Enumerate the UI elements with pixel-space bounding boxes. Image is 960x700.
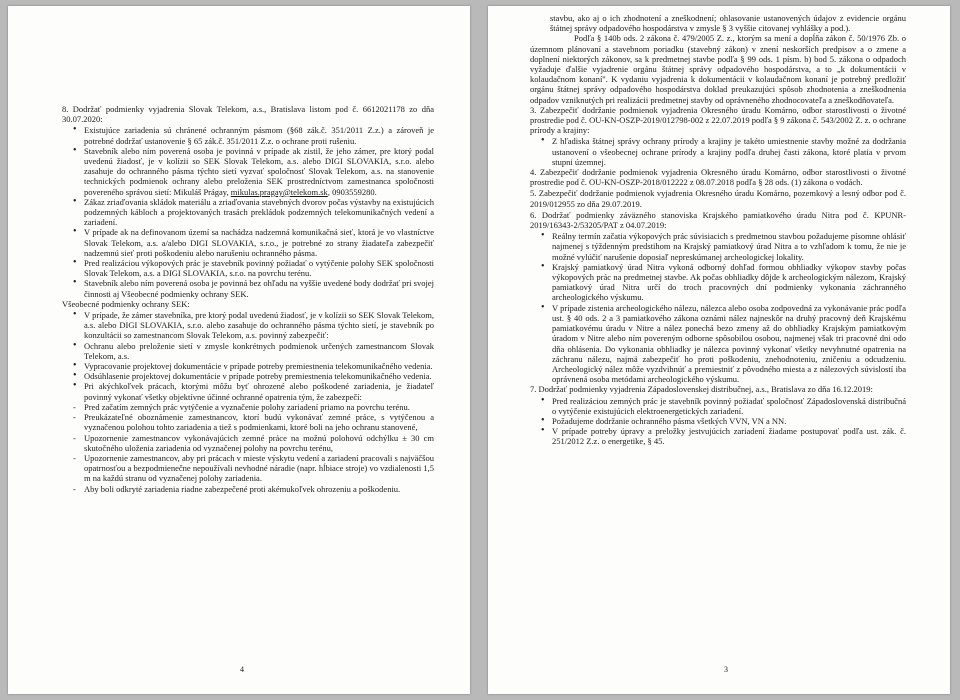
item-6: 6. Dodržať podmienky záväzného stanoviska Krajského pamiatkového úradu Nitra pod č. KPUNR-2019/16343-2/53205/PAT z 04.07.2019: bbox=[530, 209, 906, 231]
item-8-heading: 8. Dodržať podmienky vyjadrenia Slovak Telekom, a.s., Bratislava listom pod č. 6612021178 zo dňa 30.07.2020: bbox=[62, 104, 434, 125]
list-item: • Ochranu alebo preloženie sietí v zmysle konkrétnych podmienok určených zamestnancom Slovak Telekom, a.s. bbox=[84, 341, 434, 361]
list-item: • Pri akýchkoľvek prácach, ktorými môžu byť ohrozené alebo poškodené zariadenia, je žiadateľ povinný vykonať všetky objektívne účinné ochranné opatrenia tým, že zabezpečí: bbox=[84, 381, 434, 401]
general-conditions-heading: Všeobecné podmienky ochrany SEK: bbox=[62, 298, 190, 309]
item-4: 4. Zabezpečiť dodržanie podmienok vyjadrenia Okresného úradu Komárno, odbor starostlivosti o životné prostredie pod č. OU-KN-OSZP-2018/012222 z 08.07.2018 podľa § 28 ods. (1) zákona o vodách. bbox=[530, 167, 906, 188]
list-item: • Krajský pamiatkový úrad Nitra vykoná odborný dohľad formou obhliadky výkopov stavby počas výkopových prác na predmetnej stavbe. Ak počas obhliadky dôjde k archeologickým nálezom, Krajský pamiatkový úrad Nitra určí do troch pracovných dní podmienky vykonania záchranného archeologického výskumu. bbox=[552, 262, 906, 303]
list-item: • Pred realizáciou zemných prác je stavebník povinný požiadať spoločnosť Západoslovenská distribučná o vytýčenie existujúcich elektroenergetických zariadení. bbox=[552, 396, 906, 416]
telekom-conditions-list bbox=[84, 125, 434, 298]
item-7-list bbox=[552, 396, 906, 447]
general-conditions-list bbox=[84, 310, 434, 402]
phone-text: , 0903559280. bbox=[327, 186, 377, 197]
item-7: 7. Dodržať podmienky vyjadrenia Západoslovenskej distribučnej, a.s., Bratislava zo dňa 16.12.2019: bbox=[530, 384, 873, 395]
list-item: • Zákaz zriaďovania skládok materiálu a zriaďovania stavebných dvorov počas výstavby na existujúcich podzemných kábloch a projektovaných trasách prekládok podzemných telekomunikačných vedení a zariadení. bbox=[84, 197, 434, 228]
list-item: • Pred realizáciou výkopových prác je stavebník povinný požiadať o vytýčenie polohy SEK spoločnosti Slovak Telekom, a.s. a DIGI SLOVAKIA, s.r.o. na povrchu terénu. bbox=[84, 258, 434, 278]
list-item: • Požadujeme dodržanie ochranného pásma všetkých VVN, VN a NN. bbox=[552, 416, 906, 426]
item-3: 3. Zabezpečiť dodržanie podmienok vyjadrenia Okresného úradu Komárno, odbor starostlivosti o životné prostredie pod č. OU-KN-OSZP-2019/012798-002 z 22.07.2019 podľa § 9 zákona č. 543/2002 Z. z. o ochrane prírody a krajiny: bbox=[530, 104, 906, 136]
list-item: • Existujúce zariadenia sú chránené ochranným pásmom (§68 zák.č. 351/2011 Z.z.) a zároveň je potrebné dodržať ustanovenie § 65 zák.č. 351/2011 Z.z. o ochrane proti rušeniu. bbox=[84, 125, 434, 145]
left-page bbox=[8, 6, 470, 694]
list-item bbox=[84, 146, 434, 197]
list-item: • Odsúhlasenie projektovej dokumentácie v prípade potreby premiestnenia telekomunikačného vedenia. bbox=[84, 371, 434, 381]
list-item: • V prípade, že zámer stavebníka, pre ktorý podal uvedenú žiadosť, je v kolízii so SEK Slovak Telekom, a.s. alebo DIGI SLOVAKIA, s.r.o. alebo zasahuje do ochranného pásma týchto sietí, je stavebník po konzultácii so zamestnancom Slovak Telekom, a.s. povinný zabezpečiť: bbox=[84, 310, 434, 341]
list-item: - Pred začatím zemných prác vytýčenie a vyznačenie polohy zariadení priamo na povrchu terénu. bbox=[84, 402, 434, 412]
list-item: • Vypracovanie projektovej dokumentácie v prípade potreby premiestnenia telekomunikačného vedenia. bbox=[84, 361, 434, 371]
list-item: - Preukázateľné oboznámenie zamestnancov, ktorí budú vykonávať zemné práce, s vytýčenou a vyznačenou polohou tohto zariadenia a tiež s podmienkami, ktoré boli na jeho ochranu stanovené, bbox=[84, 412, 434, 432]
contact-text: Stavebník alebo ním poverená osoba je povinná v prípade ak zistil, že jeho zámer, pre ktorý podal uvedenú žiadosť, je v kolízii so SEK Slovak Telekom, a.s. alebo DIGI SLOVAKIA, s.r.o. alebo zasahuje do ochranného pásma týchto sietí vyzvať spoločnosť Slovak Telekom, a.s. na stanovenie technických podmienok ochrany alebo preloženia SEK prostredníctvom zamestnanca spoločnosti povereného správou sietí: Mikuláš Prágay, bbox=[84, 145, 434, 197]
list-item: • V prípade zistenia archeologického nálezu, nálezca alebo osoba zodpovedná za vykonávanie prác podľa ust. § 40 ods. 2 a 3 pamiatkového zákona oznámi nález najneskôr na druhý pracovný deň Krajskému pamiatkovému úradu v Nitre a nález ponechá bezo zmeny až do obhliadky Krajským pamiatkovým úradom v Nitre alebo ním povereným odborne spôsobilou osobou, najmenej však tri pracovné dni odo dňa ohlásenia. Do vykonania obhliadky je nálezca povinný vykonať všetky nevyhnutné opatrenia na záchranu nálezu, najmä zabezpečiť ho proti poškodeniu, znehodnoteniu, zničeniu a odcudzeniu. Archeologický nález môže vyzdvihnúť a premiestniť z pôvodného miesta a z nálezových súvislostí iba oprávnená osoba metódami archeologického výskumu. bbox=[552, 303, 906, 385]
list-item: • V prípade ak na definovanom území sa nachádza nadzemná komunikačná sieť, ktorá je vo vlastníctve Slovak Telekom, a.s. a/alebo DIGI SLOVAKIA, s.r.o., je potrebné zo strany žiadateľa zabezpečiť nadzemnú sieť proti poškodeniu alebo narušeniu ochranného pásma. bbox=[84, 227, 434, 258]
page-number: 4 bbox=[240, 665, 244, 674]
protective-measures-list bbox=[84, 402, 434, 494]
list-item: • Reálny termín začatia výkopových prác súvisiacich s predmetnou stavbou požadujeme písomne ohlásiť najmenej s týždenným predstihom na Krajský pamiatkový úrad Nitra a to vzhľadom k tomu, že nie je možné vylúčiť narušenie doposiaľ nepreskúmanej archeologickej lokality. bbox=[552, 231, 906, 262]
paragraph: stavbu, ako aj o ich zhodnotení a zneškodnení; ohlasovanie ustanovených údajov z evidencie orgánu štátnej správy odpadového hospodárstva v zmysle § 3 vyššie citovanej vyhlášky a pod.). bbox=[550, 13, 906, 34]
right-page bbox=[488, 6, 950, 694]
list-item: - Aby boli odkryté zariadenia riadne zabezpečené proti akémukoľvek ohrozeniu a poškodeniu. bbox=[84, 484, 434, 494]
list-item: • Z hľadiska štátnej správy ochrany prírody a krajiny je takéto umiestnenie stavby možné za dodržania ustanovení o všeobecnej ochrane prírody a krajiny podľa druhej časti zákona, ktoré platia v prvom stupni územnej. bbox=[552, 136, 906, 167]
right-page-text bbox=[530, 13, 906, 447]
list-item: • V prípade potreby úpravy a preložky jestvujúcich zariadení žiadame postupovať podľa ust. zák. č. 251/2012 Z.z. o energetike, § 45. bbox=[552, 426, 906, 446]
paragraph: Podľa § 140b ods. 2 zákona č. 479/2005 Z. z., ktorým sa mení a dopĺňa zákon č. 50/1976 Zb. o územnom plánovaní a stavebnom poriadku (stavebný zákon) v znení neskorších predpisov a o zmene a doplnení niektorých zákonov, sa k predmetnej stavbe podľa § 99 ods. 1 písm. b) bod 5. zákona o odpadoch vyžaduje ďalšie vyjadrenie orgánu štátnej správy odpadového hospodárstva, a to „k dokumentácii v kolaudačnom konaní". K vydaniu vyjadrenia k dokumentácii v kolaudačnom konaní je potrebný predložiť orgánu štátnej správy odpadového hospodárstva doklad preukazujúci spôsob zhodnotenia a zneškodnenia odpadov vzniknutých pri realizácii predmetnej stavby od oprávneného zhodnocovateľa a zneškodňovateľa. bbox=[530, 33, 906, 105]
item-5: 5. Zabezpečiť dodržanie podmienok vyjadrenia Okresného úradu Komárno, pozemkový a lesný odbor pod č. 2019/012955 zo dňa 29.07.2019. bbox=[530, 188, 906, 209]
list-item: - Upozornenie zamestnancov vykonávajúcich zemné práce na možnú polohovú odchýlku ± 30 cm skutočného uloženia zariadenia od vyznačenej polohy na povrchu terénu, bbox=[84, 433, 434, 453]
item-6-list bbox=[552, 231, 906, 384]
item-3-list bbox=[552, 136, 906, 167]
list-item: • Stavebník alebo ním poverená osoba je povinná bez ohľadu na vyššie uvedené body dodržať pri svojej činnosti aj Všeobecné podmienky ochrany SEK. bbox=[84, 278, 434, 298]
left-page-text bbox=[62, 104, 434, 494]
page-number: 3 bbox=[724, 665, 728, 674]
email-link[interactable]: mikulas.pragay@telekom.sk bbox=[230, 186, 328, 197]
list-item: - Upozornenie zamestnancov, aby pri prácach v mieste výskytu vedení a zariadení pracovali s najväčšou opatrnosťou a bezpodmienečne nepoužívali nevhodné náradie (napr. hĺbiace stroje) vo vzdialenosti 1,5 m na každú stranu od vyznačenej polohy zariadenia. bbox=[84, 453, 434, 484]
